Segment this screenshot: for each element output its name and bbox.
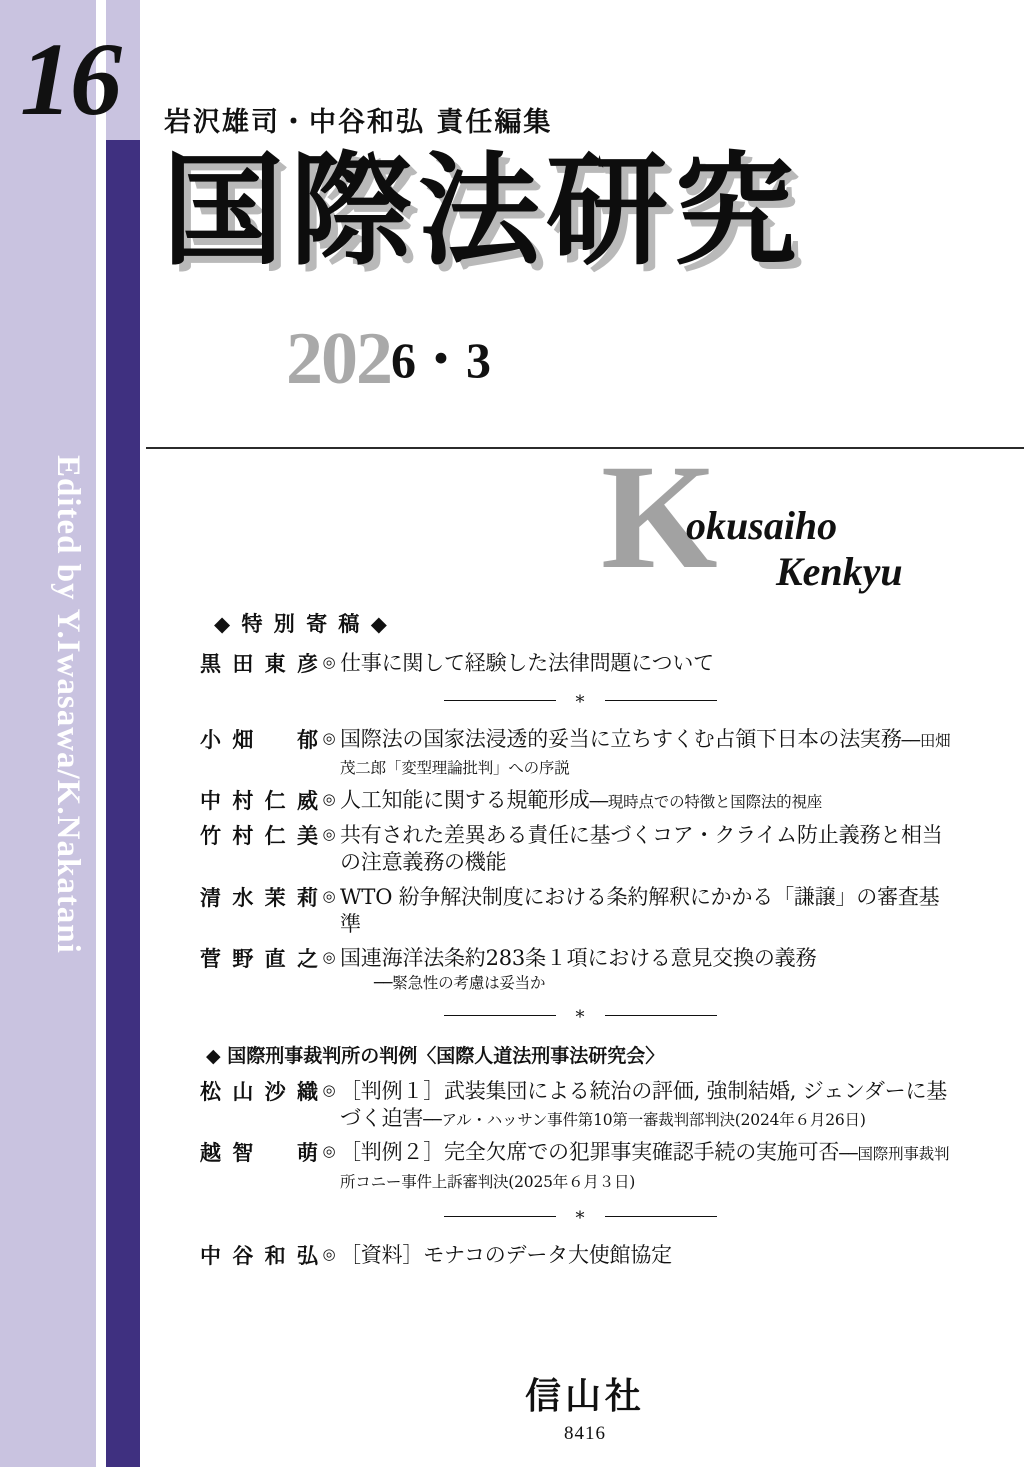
separator-line-left — [444, 700, 556, 701]
entry-title: 仕事に関して経験した法律問題について — [340, 651, 714, 675]
table-of-contents — [200, 608, 960, 1277]
toc-entry — [200, 884, 960, 939]
entry-marker: ◎ — [322, 886, 336, 905]
entry-subtitle: ──現時点での特徴と国際法的視座 — [589, 793, 823, 812]
separator-asterisk: * — [575, 1006, 585, 1028]
entry-subtitle: ──国際刑事裁判所コニー事件上訴審判決(2025年６月３日) — [340, 1145, 950, 1191]
entry-marker: ◎ — [322, 1080, 336, 1099]
entry-author: 清水茉莉 — [200, 884, 318, 910]
toc-entry — [200, 945, 960, 992]
entry-marker: ◎ — [322, 825, 336, 844]
toc-entry — [200, 1078, 960, 1133]
entry-subtitle: ──田畑茂二郎「変型理論批判」への序説 — [340, 731, 951, 778]
issue-date — [286, 318, 491, 400]
toc-entry — [200, 1139, 960, 1194]
spine-purple-band — [106, 0, 140, 1467]
separator-line-right — [605, 1015, 717, 1016]
entry-marker: ◎ — [322, 1142, 336, 1161]
toc-entry — [200, 650, 960, 678]
entry-title-main: ［判例１］武装集団による統治の評価, 強制結婚, ジェンダーに基づく迫害 — [340, 1078, 948, 1130]
entry-author: 竹村仁美 — [200, 823, 318, 849]
entry-marker: ◎ — [322, 653, 336, 671]
entry-author: 越智 萌 — [200, 1140, 318, 1166]
entry-title-main: 人工知能に関する規範形成 — [340, 788, 590, 813]
section-separator — [200, 1207, 960, 1229]
section-heading-icc-cases: ◆ 国際刑事裁判所の判例〈国際人道法刑事法研究会〉 — [206, 1044, 665, 1067]
volume-number: 16 — [20, 22, 120, 137]
spine-white-gap — [96, 0, 106, 1467]
entry-author: 中谷和弘 — [200, 1242, 318, 1268]
entry-title — [340, 787, 960, 814]
section-separator — [200, 691, 960, 713]
romaji-logo — [146, 434, 1024, 600]
entry-author: 黒田東彦 — [200, 651, 318, 676]
publisher-code: 8416 — [564, 1423, 606, 1444]
entry-title-main: ［判例２］完全欠席での犯罪事実確認手続の実施可否 — [340, 1140, 840, 1165]
entry-title: 共有された差異ある責任に基づくコア・クライム防止義務と相当の注意義務の機能 — [340, 823, 943, 875]
toc-entry — [200, 822, 960, 877]
separator-line-left — [444, 1216, 556, 1217]
separator-line-left — [444, 1015, 556, 1016]
publisher-name: 信山社 — [524, 1375, 645, 1417]
entry-marker: ◎ — [322, 948, 336, 967]
toc-entry — [200, 726, 960, 781]
entry-marker: ◎ — [322, 790, 336, 809]
entry-title: WTO 紛争解決制度における条約解釈にかかる「謙譲」の審査基準 — [340, 884, 940, 936]
entry-author: 菅野直之 — [200, 946, 318, 972]
separator-asterisk: * — [575, 1207, 585, 1229]
entry-title — [340, 726, 960, 781]
entry-title — [340, 945, 960, 992]
romaji-word-kokusaiho: okusaiho — [686, 503, 838, 548]
entry-marker: ◎ — [322, 1244, 336, 1263]
issue-year-suffix: 6・3 — [391, 332, 491, 388]
entry-title-main: 国連海洋法条約283条１項における意見交換の義務 — [340, 946, 817, 971]
entry-title — [340, 1078, 960, 1133]
separator-line-right — [605, 1216, 717, 1217]
publisher-block — [146, 1368, 1024, 1445]
romaji-word-kenkyu: Kenkyu — [776, 549, 903, 594]
romaji-initial: K — [601, 434, 718, 600]
separator-line-right — [605, 700, 717, 701]
entry-author: 松山沙織 — [200, 1078, 318, 1104]
section-separator — [200, 1006, 960, 1028]
separator-asterisk: * — [575, 691, 585, 713]
issue-year-prefix: 202 — [286, 318, 391, 400]
editors-japanese: 岩沢雄司・中谷和弘 責任編集 — [164, 107, 553, 138]
journal-title-japanese: 国際法研究 — [162, 138, 802, 282]
entry-subtitle: ──アル・ハッサン事件第10第一審裁判部判決(2024年６月26日) — [423, 1110, 866, 1129]
entry-author: 中村仁威 — [200, 788, 318, 814]
cover-header-block — [146, 0, 1024, 449]
toc-entry — [200, 1242, 960, 1270]
spine-editors-english: Edited by Y.Iwasawa/K.Nakatani — [50, 455, 86, 954]
entry-marker: ◎ — [322, 728, 336, 747]
entry-title-main: 国際法の国家法浸透的妥当に立ちすくむ占領下日本の法実務 — [340, 726, 902, 751]
section-heading-special-contribution: ◆ 特 別 寄 稿 ◆ — [214, 611, 389, 636]
entry-title — [340, 1139, 960, 1194]
entry-author: 小畑 郁 — [200, 726, 318, 752]
entry-title: ［資料］モナコのデータ大使館協定 — [340, 1242, 672, 1267]
toc-entry — [200, 787, 960, 815]
entry-subtitle: ──緊急性の考慮は妥当か — [374, 973, 546, 992]
